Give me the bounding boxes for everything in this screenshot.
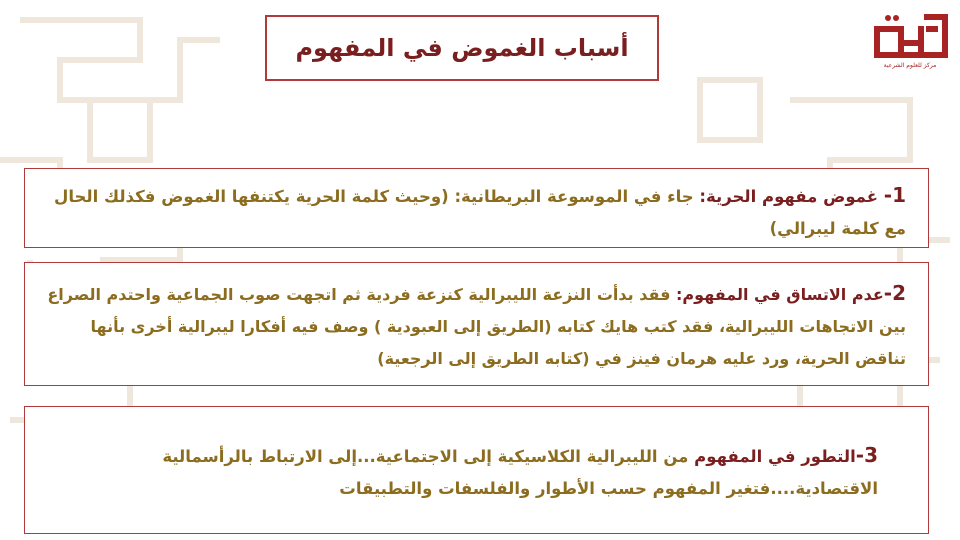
- logo: [866, 6, 954, 68]
- point-number: 2-: [883, 281, 906, 305]
- point-body: فقد بدأت النزعة الليبرالية كنزعة فردية ثم اتجهت صوب الجماعية واحتدم الصراع بين الاتجاهات الليبرالية، فقد كتب هايك كتابه (الطريق إلى العبودية ) وصف فيه أفكارا ليبرالية أخرى بأنها تناقض الحرية، ورد عليه هرمان فينز في (كتابه الطريق إلى الرجعية): [47, 285, 906, 368]
- point-number: 1-: [883, 183, 906, 207]
- point-number: 3-: [855, 443, 878, 467]
- logo-subtitle: مركز للعلوم الشرعية: [883, 62, 937, 69]
- point-box-3: [24, 406, 929, 534]
- logo-mark: [866, 6, 954, 68]
- slide-title: أسباب الغموض في المفهوم: [295, 34, 629, 62]
- point-lead: التطور في المفهوم: [694, 447, 856, 466]
- point-body: من الليبرالية الكلاسيكية إلى الاجتماعية...إلى الارتباط بالرأسمالية الاقتصادية....فتغير المفهوم حسب الأطوار والفلسفات والتطبيقات: [162, 447, 878, 498]
- point-body: جاء في الموسوعة البريطانية: (وحيث كلمة الحرية يكتنفها الغموض فكذلك الحال مع كلمة ليبرالي): [54, 187, 906, 238]
- point-box-2: [24, 262, 929, 386]
- title-box: [265, 15, 659, 81]
- point-lead: عدم الاتساق في المفهوم:: [676, 285, 884, 304]
- point-box-1: [24, 168, 929, 248]
- point-lead: غموض مفهوم الحرية:: [699, 187, 879, 206]
